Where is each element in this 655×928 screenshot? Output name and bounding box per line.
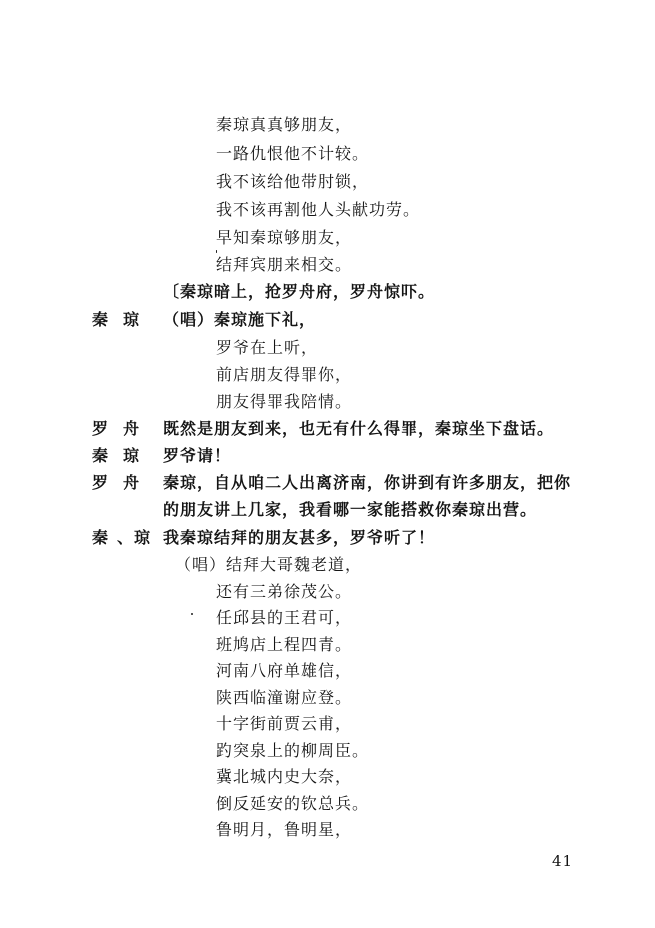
speaker-name: 、琼 bbox=[117, 528, 152, 547]
verse-line: 罗爷在上听， bbox=[216, 338, 319, 357]
dialogue-line: 的朋友讲上几家，我看哪一家能搭救你秦琼出营。 bbox=[163, 500, 538, 519]
verse-line: 冀北城内史大奈， bbox=[216, 767, 353, 786]
verse-line: 前店朋友得罪你， bbox=[216, 365, 353, 384]
verse-line: 趵突泉上的柳周臣。 bbox=[216, 741, 370, 760]
verse-line: 陕西临潼谢应登。 bbox=[216, 688, 353, 707]
verse-line: 一路仇恨他不计较。 bbox=[216, 144, 370, 163]
print-speck bbox=[216, 250, 217, 253]
verse-line: 朋友得罪我陪情。 bbox=[216, 392, 353, 411]
verse-line: 班鸠店上程四青。 bbox=[216, 635, 353, 654]
speaker-name: 罗 bbox=[92, 419, 110, 438]
verse-line: 早知秦琼够朋友， bbox=[216, 228, 353, 247]
page-number: 41 bbox=[552, 852, 574, 870]
print-speck bbox=[191, 613, 193, 615]
verse-line: （唱）结拜大哥魏老道， bbox=[175, 555, 363, 574]
verse-line: 秦琼真真够朋友， bbox=[216, 115, 353, 134]
verse-line: 鲁明月，鲁明星， bbox=[216, 820, 353, 839]
speaker-name: 秦 bbox=[92, 310, 110, 329]
verse-line: 我不该再割他人头献功劳。 bbox=[216, 200, 421, 219]
dialogue-line: 我秦琼结拜的朋友甚多，罗爷听了！ bbox=[163, 528, 436, 547]
dialogue-line: 罗爷请！ bbox=[163, 446, 232, 465]
speaker-name: 舟 bbox=[123, 473, 141, 492]
dialogue-line: 秦琼，自从咱二人出离济南，你讲到有许多朋友，把你 bbox=[163, 473, 572, 492]
verse-line: 任邱县的王君可， bbox=[216, 608, 353, 627]
speaker-name: 罗 bbox=[92, 473, 110, 492]
verse-line: 我不该给他带肘锁， bbox=[216, 172, 370, 191]
speaker-name: 琼 bbox=[123, 310, 141, 329]
speaker-name: 秦 bbox=[92, 446, 110, 465]
verse-line: 十字街前贾云甫， bbox=[216, 714, 353, 733]
speaker-name: 舟 bbox=[123, 419, 141, 438]
verse-line: 结拜宾朋来相交。 bbox=[216, 255, 353, 274]
verse-line: 河南八府单雄信， bbox=[216, 661, 353, 680]
speaker-name: 琼 bbox=[123, 446, 141, 465]
verse-line: 倒反延安的钦总兵。 bbox=[216, 794, 370, 813]
dialogue-line: （唱）秦琼施下礼， bbox=[163, 310, 317, 329]
dialogue-line: 既然是朋友到来，也无有什么得罪，秦琼坐下盘话。 bbox=[163, 419, 555, 438]
stage-direction: 〔秦琼暗上，抢罗舟府，罗舟惊吓。 bbox=[163, 282, 436, 301]
speaker-name: 秦 bbox=[92, 528, 110, 547]
verse-line: 还有三弟徐茂公。 bbox=[216, 582, 353, 601]
